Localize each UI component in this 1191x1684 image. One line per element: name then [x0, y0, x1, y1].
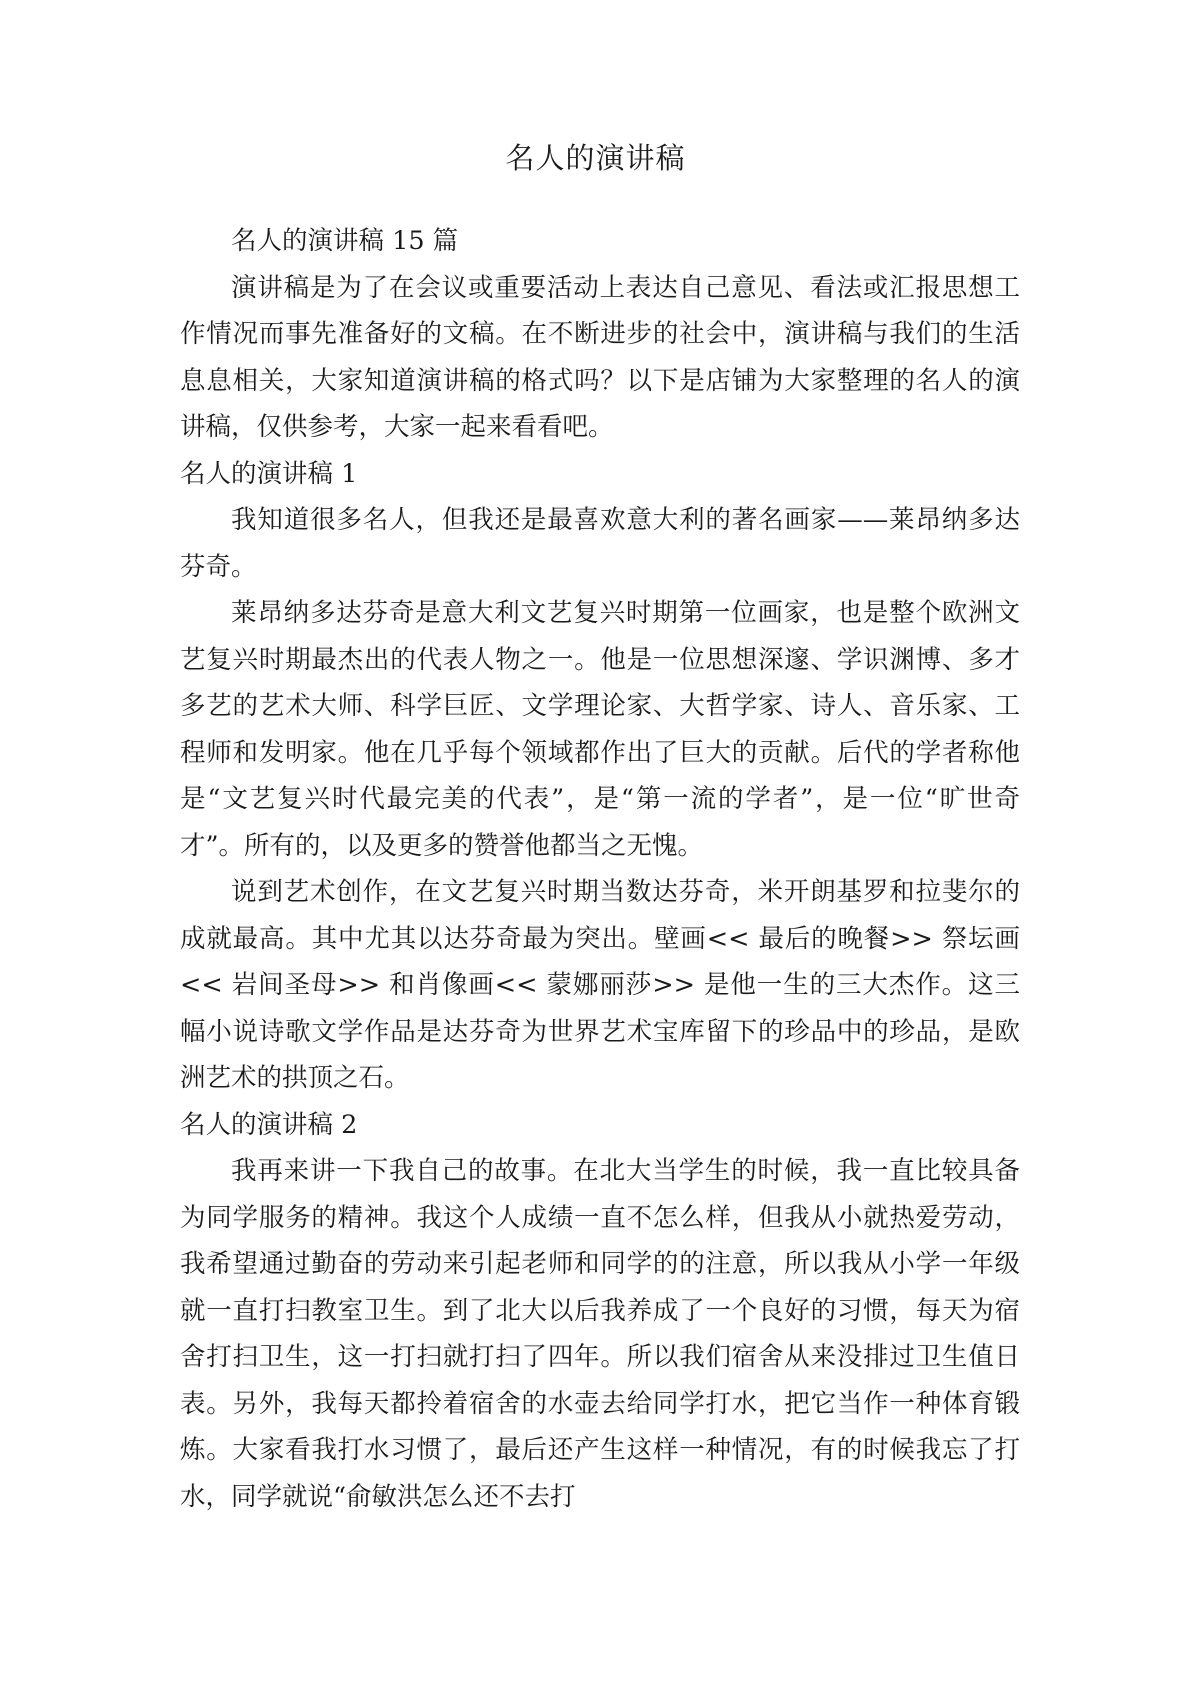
paragraph: 说到艺术创作，在文艺复兴时期当数达芬奇，米开朗基罗和拉斐尔的成就最高。其中尤其以达芬奇最为突出。壁画<< 最后的晚餐>> 祭坛画<< 岩间圣母>> 和肖像画<< 蒙娜丽莎>> 是他一生的三大杰作。这三幅小说诗歌文学作品是达芬奇为世界艺术宝库留下的珍品中的珍品，是欧洲艺术的拱顶之石。	[180, 877, 1020, 1093]
document-body	[180, 218, 1020, 1520]
paragraph: 我再来讲一下我自己的故事。在北大当学生的时候，我一直比较具备为同学服务的精神。我这个人成绩一直不怎么样，但我从小就热爱劳动，我希望通过勤奋的劳动来引起老师和同学的的注意，所以我从小学一年级就一直打扫教室卫生。到了北大以后我养成了一个良好的习惯，每天为宿舍打扫卫生，这一打扫就打扫了四年。所以我们宿舍从来没排过卫生值日表。另外，我每天都拎着宿舍的水壶去给同学打水，把它当作一种体育锻炼。大家看我打水习惯了，最后还产生这样一种情况，有的时候我忘了打水，同学就说“俞敏洪怎么还不去打	[180, 1156, 1020, 1512]
section-heading: 名人的演讲稿 2	[180, 1109, 358, 1140]
document-subtitle: 名人的演讲稿 15 篇	[231, 226, 459, 256]
document-title: 名人的演讲稿	[505, 141, 686, 175]
section-heading: 名人的演讲稿 1	[180, 458, 358, 489]
intro-paragraph: 演讲稿是为了在会议或重要活动上表达自己意见、看法或汇报思想工作情况而事先准备好的文稿。在不断进步的社会中，演讲稿与我们的生活息息相关，大家知道演讲稿的格式吗？以下是店铺为大家整理的名人的演讲稿，仅供参考，大家一起来看看吧。	[180, 272, 1020, 442]
paragraph: 莱昂纳多达芬奇是意大利文艺复兴时期第一位画家，也是整个欧洲文艺复兴时期最杰出的代表人物之一。他是一位思想深邃、学识渊博、多才多艺的艺术大师、科学巨匠、文学理论家、大哲学家、诗人、音乐家、工程师和发明家。他在几乎每个领域都作出了巨大的贡献。后代的学者称他是“文艺复兴时代最完美的代表”，是“第一流的学者”，是一位“旷世奇才”。所有的，以及更多的赞誉他都当之无愧。	[180, 598, 1020, 861]
paragraph: 我知道很多名人，但我还是最喜欢意大利的著名画家——莱昂纳多达芬奇。	[180, 505, 1020, 582]
